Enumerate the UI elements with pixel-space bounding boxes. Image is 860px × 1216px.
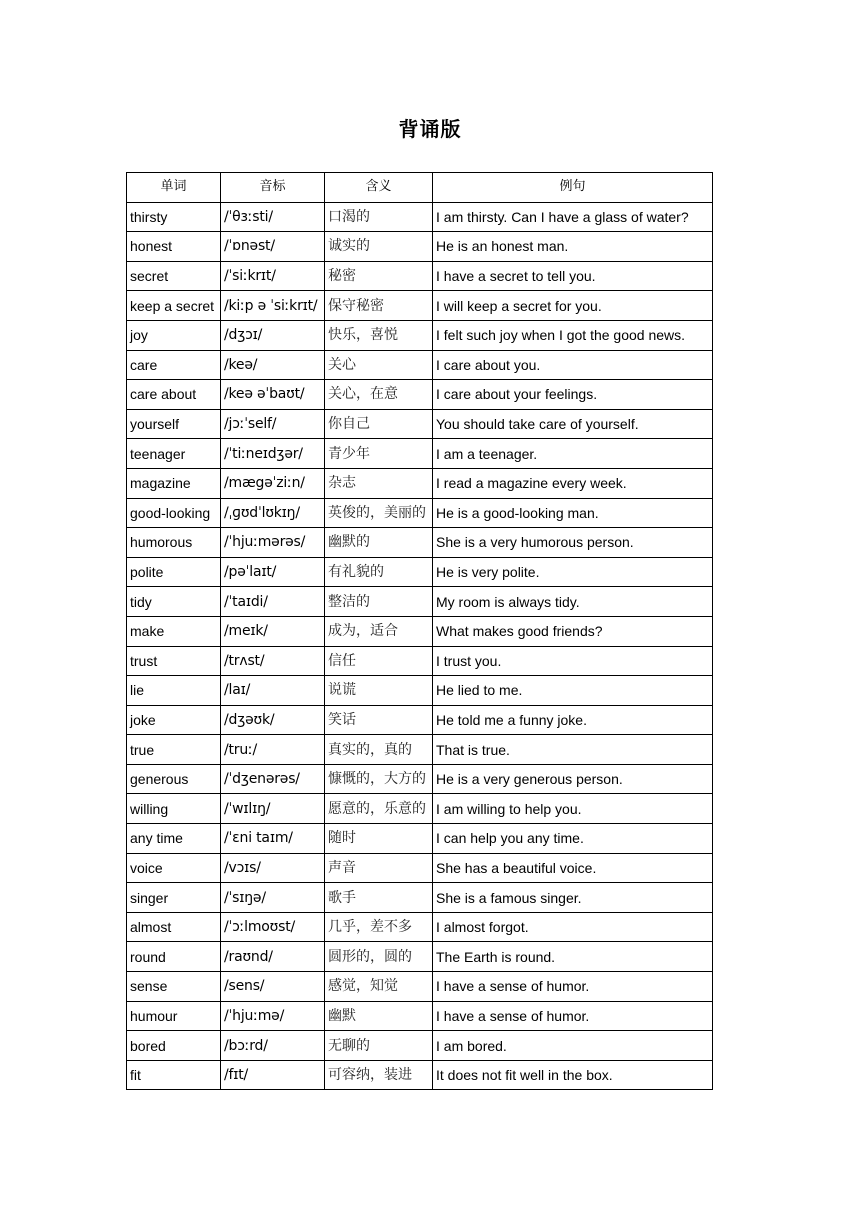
word-cell: care about xyxy=(127,380,221,410)
example-cell: I can help you any time. xyxy=(433,824,713,854)
example-cell: She has a beautiful voice. xyxy=(433,853,713,883)
example-cell: I read a magazine every week. xyxy=(433,468,713,498)
example-cell: He told me a funny joke. xyxy=(433,705,713,735)
pronunciation-cell: /ˈɛni taɪm/ xyxy=(221,824,325,854)
word-cell: keep a secret xyxy=(127,291,221,321)
meaning-cell: 无聊的 xyxy=(325,1031,433,1061)
header-example: 例句 xyxy=(433,173,713,203)
table-row xyxy=(127,261,713,291)
pronunciation-cell: /pəˈlaɪt/ xyxy=(221,557,325,587)
word-cell: joy xyxy=(127,320,221,350)
pronunciation-cell: /keə əˈbaʊt/ xyxy=(221,380,325,410)
pronunciation-cell: /mægəˈziːn/ xyxy=(221,468,325,498)
vocabulary-table xyxy=(126,172,713,1090)
example-cell: She is a very humorous person. xyxy=(433,528,713,558)
table-row xyxy=(127,439,713,469)
meaning-cell: 慷慨的，大方的 xyxy=(325,764,433,794)
table-row xyxy=(127,232,713,262)
example-cell: I am bored. xyxy=(433,1031,713,1061)
meaning-cell: 诚实的 xyxy=(325,232,433,262)
word-cell: humorous xyxy=(127,528,221,558)
example-cell: I am a teenager. xyxy=(433,439,713,469)
example-cell: He is very polite. xyxy=(433,557,713,587)
meaning-cell: 成为，适合 xyxy=(325,616,433,646)
table-row xyxy=(127,942,713,972)
word-cell: bored xyxy=(127,1031,221,1061)
pronunciation-cell: /trʌst/ xyxy=(221,646,325,676)
table-row xyxy=(127,912,713,942)
header-pronunciation: 音标 xyxy=(221,173,325,203)
meaning-cell: 秘密 xyxy=(325,261,433,291)
meaning-cell: 愿意的，乐意的 xyxy=(325,794,433,824)
meaning-cell: 有礼貌的 xyxy=(325,557,433,587)
table-body xyxy=(127,202,713,1090)
word-cell: joke xyxy=(127,705,221,735)
meaning-cell: 真实的，真的 xyxy=(325,735,433,765)
table-row xyxy=(127,350,713,380)
table-row xyxy=(127,557,713,587)
pronunciation-cell: /vɔɪs/ xyxy=(221,853,325,883)
pronunciation-cell: /ˈθɜːsti/ xyxy=(221,202,325,232)
table-row xyxy=(127,853,713,883)
table-row xyxy=(127,824,713,854)
word-cell: singer xyxy=(127,883,221,913)
table-row xyxy=(127,764,713,794)
example-cell: You should take care of yourself. xyxy=(433,409,713,439)
meaning-cell: 关心 xyxy=(325,350,433,380)
pronunciation-cell: /ˈtiːneɪdʒər/ xyxy=(221,439,325,469)
pronunciation-cell: /meɪk/ xyxy=(221,616,325,646)
meaning-cell: 可容纳，装进 xyxy=(325,1060,433,1090)
pronunciation-cell: /ˈhjuːmərəs/ xyxy=(221,528,325,558)
table-row xyxy=(127,646,713,676)
pronunciation-cell: /dʒɔɪ/ xyxy=(221,320,325,350)
example-cell: The Earth is round. xyxy=(433,942,713,972)
word-cell: make xyxy=(127,616,221,646)
header-meaning: 含义 xyxy=(325,173,433,203)
pronunciation-cell: /ˈdʒenərəs/ xyxy=(221,764,325,794)
table-row xyxy=(127,498,713,528)
example-cell: I have a secret to tell you. xyxy=(433,261,713,291)
pronunciation-cell: /ˌɡʊdˈlʊkɪŋ/ xyxy=(221,498,325,528)
pronunciation-cell: /ˈsiːkrɪt/ xyxy=(221,261,325,291)
example-cell: I have a sense of humor. xyxy=(433,1001,713,1031)
pronunciation-cell: /ˈhjuːmə/ xyxy=(221,1001,325,1031)
meaning-cell: 几乎，差不多 xyxy=(325,912,433,942)
word-cell: true xyxy=(127,735,221,765)
example-cell: I am thirsty. Can I have a glass of water? xyxy=(433,202,713,232)
example-cell: I am willing to help you. xyxy=(433,794,713,824)
word-cell: round xyxy=(127,942,221,972)
table-row xyxy=(127,380,713,410)
example-cell: I care about your feelings. xyxy=(433,380,713,410)
meaning-cell: 信任 xyxy=(325,646,433,676)
word-cell: voice xyxy=(127,853,221,883)
table-row xyxy=(127,468,713,498)
pronunciation-cell: /ˈɔːlmoʊst/ xyxy=(221,912,325,942)
pronunciation-cell: /keə/ xyxy=(221,350,325,380)
pronunciation-cell: /bɔːrd/ xyxy=(221,1031,325,1061)
pronunciation-cell: /truː/ xyxy=(221,735,325,765)
meaning-cell: 随时 xyxy=(325,824,433,854)
meaning-cell: 英俊的，美丽的 xyxy=(325,498,433,528)
table-row xyxy=(127,409,713,439)
pronunciation-cell: /ˈwɪlɪŋ/ xyxy=(221,794,325,824)
word-cell: teenager xyxy=(127,439,221,469)
example-cell: I trust you. xyxy=(433,646,713,676)
example-cell: It does not fit well in the box. xyxy=(433,1060,713,1090)
pronunciation-cell: /laɪ/ xyxy=(221,676,325,706)
example-cell: My room is always tidy. xyxy=(433,587,713,617)
pronunciation-cell: /dʒəʊk/ xyxy=(221,705,325,735)
meaning-cell: 歌手 xyxy=(325,883,433,913)
meaning-cell: 青少年 xyxy=(325,439,433,469)
meaning-cell: 口渴的 xyxy=(325,202,433,232)
meaning-cell: 整洁的 xyxy=(325,587,433,617)
word-cell: secret xyxy=(127,261,221,291)
meaning-cell: 幽默 xyxy=(325,1001,433,1031)
pronunciation-cell: /sens/ xyxy=(221,972,325,1002)
meaning-cell: 幽默的 xyxy=(325,528,433,558)
meaning-cell: 说谎 xyxy=(325,676,433,706)
table-row xyxy=(127,320,713,350)
table-row xyxy=(127,676,713,706)
word-cell: magazine xyxy=(127,468,221,498)
table-row xyxy=(127,1031,713,1061)
pronunciation-cell: /fɪt/ xyxy=(221,1060,325,1090)
example-cell: I felt such joy when I got the good news. xyxy=(433,320,713,350)
word-cell: honest xyxy=(127,232,221,262)
word-cell: polite xyxy=(127,557,221,587)
table-row xyxy=(127,794,713,824)
table-row xyxy=(127,616,713,646)
example-cell: He is a good-looking man. xyxy=(433,498,713,528)
pronunciation-cell: /ˈtaɪdi/ xyxy=(221,587,325,617)
word-cell: generous xyxy=(127,764,221,794)
word-cell: fit xyxy=(127,1060,221,1090)
example-cell: He is an honest man. xyxy=(433,232,713,262)
table-row xyxy=(127,587,713,617)
example-cell: I have a sense of humor. xyxy=(433,972,713,1002)
word-cell: willing xyxy=(127,794,221,824)
word-cell: any time xyxy=(127,824,221,854)
meaning-cell: 感觉，知觉 xyxy=(325,972,433,1002)
pronunciation-cell: /raʊnd/ xyxy=(221,942,325,972)
example-cell: He lied to me. xyxy=(433,676,713,706)
word-cell: almost xyxy=(127,912,221,942)
table-row xyxy=(127,1001,713,1031)
meaning-cell: 笑话 xyxy=(325,705,433,735)
table-row xyxy=(127,735,713,765)
example-cell: He is a very generous person. xyxy=(433,764,713,794)
meaning-cell: 声音 xyxy=(325,853,433,883)
meaning-cell: 圆形的，圆的 xyxy=(325,942,433,972)
table-row xyxy=(127,883,713,913)
example-cell: I will keep a secret for you. xyxy=(433,291,713,321)
page-title: 背诵版 xyxy=(398,117,462,141)
meaning-cell: 关心，在意 xyxy=(325,380,433,410)
header-word: 单词 xyxy=(127,173,221,203)
pronunciation-cell: /kiːp ə ˈsiːkrɪt/ xyxy=(221,291,325,321)
table-row xyxy=(127,705,713,735)
pronunciation-cell: /ˈsɪŋə/ xyxy=(221,883,325,913)
meaning-cell: 杂志 xyxy=(325,468,433,498)
example-cell: I care about you. xyxy=(433,350,713,380)
pronunciation-cell: /ˈɒnəst/ xyxy=(221,232,325,262)
word-cell: tidy xyxy=(127,587,221,617)
word-cell: humour xyxy=(127,1001,221,1031)
table-row xyxy=(127,972,713,1002)
word-cell: yourself xyxy=(127,409,221,439)
meaning-cell: 保守秘密 xyxy=(325,291,433,321)
table-row xyxy=(127,1060,713,1090)
table-header-row xyxy=(127,173,713,203)
table-row xyxy=(127,528,713,558)
pronunciation-cell: /jɔːˈself/ xyxy=(221,409,325,439)
meaning-cell: 快乐，喜悦 xyxy=(325,320,433,350)
table-row xyxy=(127,291,713,321)
word-cell: good-looking xyxy=(127,498,221,528)
meaning-cell: 你自己 xyxy=(325,409,433,439)
example-cell: I almost forgot. xyxy=(433,912,713,942)
example-cell: What makes good friends? xyxy=(433,616,713,646)
word-cell: trust xyxy=(127,646,221,676)
word-cell: thirsty xyxy=(127,202,221,232)
example-cell: That is true. xyxy=(433,735,713,765)
word-cell: sense xyxy=(127,972,221,1002)
table-row xyxy=(127,202,713,232)
example-cell: She is a famous singer. xyxy=(433,883,713,913)
word-cell: care xyxy=(127,350,221,380)
word-cell: lie xyxy=(127,676,221,706)
